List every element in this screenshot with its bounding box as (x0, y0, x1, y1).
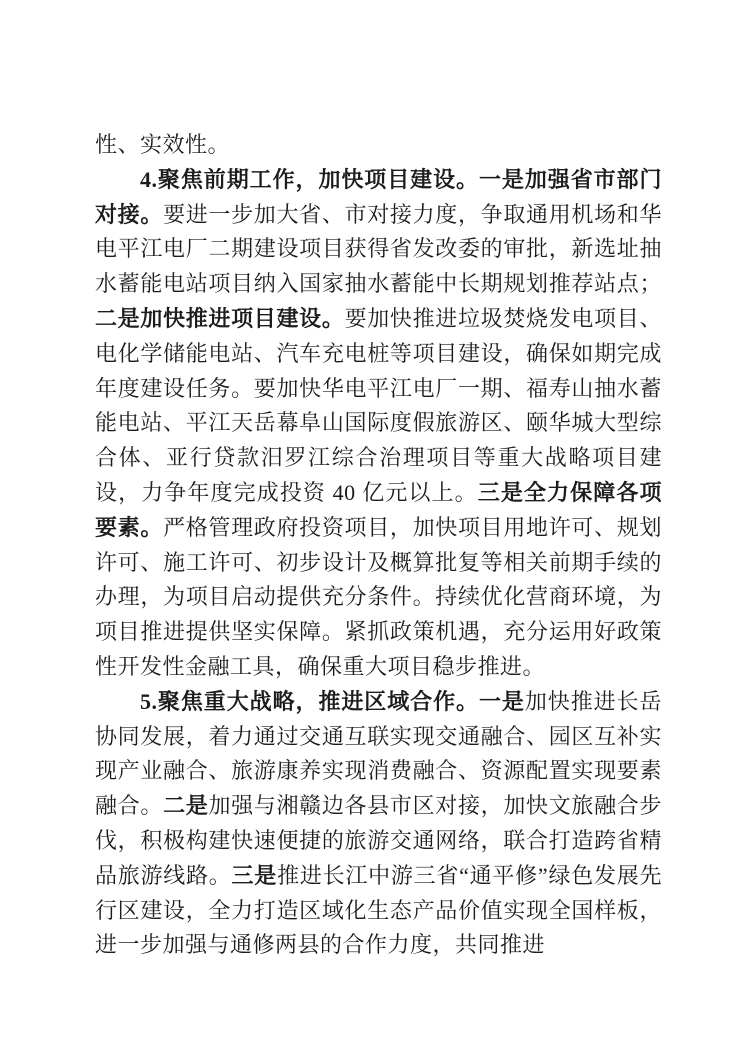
document-body (95, 128, 662, 963)
text-segment: 要进一步加大省、市对接力度，争取通用机场和华电平江电厂二期建设项目获得省发改委的审批，新选址抽水蓄能电站项目纳入国家抽水蓄能中长期规划推荐站点； (95, 201, 662, 297)
bold-text-segment: 4.聚焦前期工作，加快项目建设。一是加强省市部门对接。 (95, 166, 662, 227)
bold-text-segment: 5.聚焦重大战略，推进区域合作。一是 (140, 688, 525, 714)
bold-text-segment: 三是 (231, 862, 278, 888)
bold-text-segment: 二是加快推进项目建设。 (95, 305, 345, 331)
text-segment: 加快推进长岳协同发展，着力通过交通互联实现交通融合、园区互补实现产业融合、旅游康养实现消费融合、资源配置实现要素融合。 (95, 688, 662, 819)
paragraph (95, 163, 662, 685)
text-segment: 推进长江中游三省“通平修”绿色发展先行区建设，全力打造区域化生态产品价值实现全国样板，进一步加强与通修两县的合作力度，共同推进 (95, 862, 662, 958)
paragraph (95, 685, 662, 963)
text-segment: 严格管理政府投资项目，加快项目用地许可、规划许可、施工许可、初步设计及概算批复等相关前期手续的办理，为项目启动提供充分条件。持续优化营商环境，为项目推进提供坚实保障。紧抓政策机遇，充分运用好政策性开发性金融工具，确保重大项目稳步推进。 (95, 514, 662, 679)
bold-text-segment: 二是 (163, 793, 209, 819)
text-segment: 性、实效性。 (95, 132, 231, 157)
text-segment: 加强与湘赣边各县市区对接，加快文旅融合步伐，积极构建快速便捷的旅游交通网络，联合打造跨省精品旅游线路。 (95, 793, 662, 888)
paragraph (95, 128, 662, 163)
bold-text-segment: 三是全力保障各项要素。 (95, 479, 662, 540)
text-segment: 要加快推进垃圾焚烧发电项目、电化学储能电站、汽车充电桩等项目建设，确保如期完成年度建设任务。要加快华电平江电厂一期、福寿山抽水蓄能电站、平江天岳幕阜山国际度假旅游区、颐华城大型综合体、亚行贷款汨罗江综合治理项目等重大战略项目建设，力争年度完成投资 40 亿元以上。 (95, 305, 662, 505)
